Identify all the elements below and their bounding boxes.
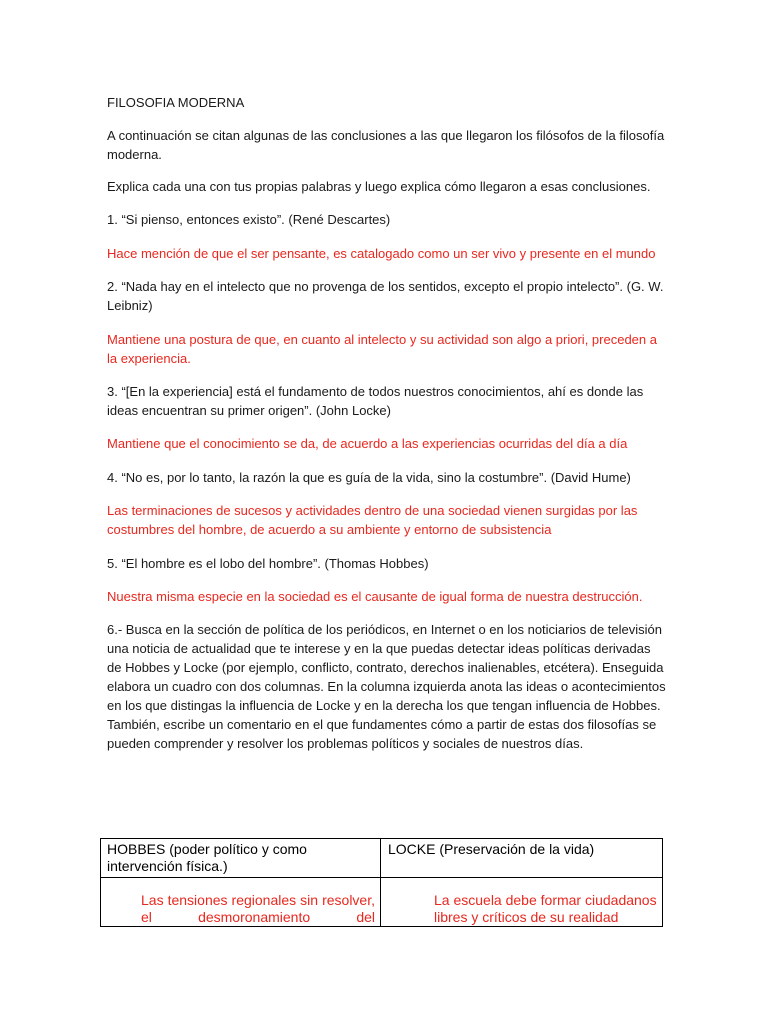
intro-paragraph: A continuación se citan algunas de las conclusiones a las que llegaron los filósofos de la filosofía moderna. bbox=[107, 128, 665, 162]
answer-1: Hace mención de que el ser pensante, es catalogado como un ser vivo y presente en el mundo bbox=[107, 246, 656, 261]
hobbes-locke-table bbox=[100, 838, 663, 927]
table-header-locke: LOCKE (Preservación de la vida) bbox=[388, 841, 595, 857]
document-title: FILOSOFIA MODERNA bbox=[107, 95, 245, 110]
quote-1: 1. “Si pienso, entonces existo”. (René Descartes) bbox=[107, 212, 391, 227]
quote-4: 4. “No es, por lo tanto, la razón la que es guía de la vida, sino la costumbre”. (David Hume) bbox=[107, 470, 631, 485]
quote-3: 3. “[En la experiencia] está el fundamento de todos nuestros conocimientos, ahí es donde las ideas encuentran su primer origen”. (John Locke) bbox=[107, 384, 644, 418]
answer-4: Las terminaciones de sucesos y actividades dentro de una sociedad vienen surgidas por las costumbres del hombre, de acuerdo a su ambiente y entorno de subsistencia bbox=[107, 503, 638, 537]
table-cell-locke: La escuela debe formar ciudadanos libres y críticos de su realidad bbox=[434, 892, 657, 925]
task-6-paragraph: 6.- Busca en la sección de política de los periódicos, en Internet o en los noticiarios de televisión una noticia de actualidad que te interese y en la que puedas detectar ideas políticas derivadas de Hobbes y Locke (por ejemplo, conflicto, contrato, derechos inalienables, etcétera). Enseguida elabora un cuadro con dos columnas. En la columna izquierda anota las ideas o acontecimientos en los que distingas la influencia de Locke y en la derecha los que tengan influencia de Hobbes. También, escribe un comentario en el que fundamentes cómo a partir de estas dos filosofías se pueden comprender y resolver los problemas políticos y sociales de nuestros días. bbox=[107, 622, 666, 751]
quote-5: 5. “El hombre es el lobo del hombre”. (Thomas Hobbes) bbox=[107, 556, 429, 571]
instruction-paragraph: Explica cada una con tus propias palabras y luego explica cómo llegaron a esas conclusiones. bbox=[107, 179, 651, 194]
answer-3: Mantiene que el conocimiento se da, de acuerdo a las experiencias ocurridas del día a día bbox=[107, 436, 628, 451]
table-row-divider bbox=[101, 877, 662, 878]
answer-5: Nuestra misma especie en la sociedad es el causante de igual forma de nuestra destrucción. bbox=[107, 589, 643, 604]
answer-2: Mantiene una postura de que, en cuanto al intelecto y su actividad son algo a priori, preceden a la experiencia. bbox=[107, 332, 657, 366]
table-header-hobbes: HOBBES (poder político y como intervención física.) bbox=[107, 841, 307, 874]
table-column-divider bbox=[380, 839, 381, 926]
quote-2: 2. “Nada hay en el intelecto que no provenga de los sentidos, excepto el propio intelecto”. (G. W. Leibniz) bbox=[107, 279, 664, 313]
table-cell-hobbes: Las tensiones regionales sin resolver, el desmoronamiento del bbox=[141, 892, 375, 925]
